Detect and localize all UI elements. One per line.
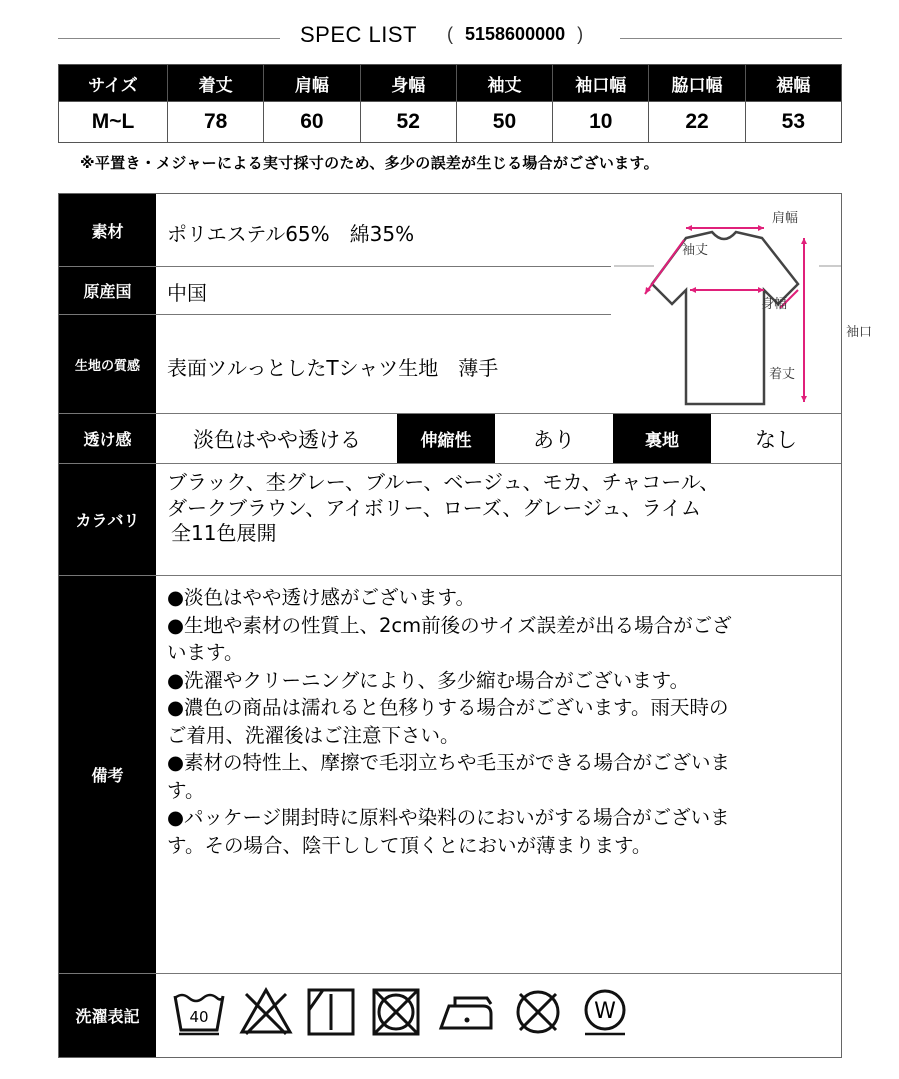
remarks-label: 備考 [59,576,156,973]
colors-list [167,470,827,547]
table-cell: 78 [168,102,264,143]
color-count: 全11色展開 [171,521,277,545]
tshirt-diagram [614,198,873,408]
table-cell: M~L [59,102,168,143]
table-cell: 60 [264,102,360,143]
col-cuff-width: 袖口幅 [553,65,649,102]
no-tumble-dry-icon [368,984,424,1040]
col-sleeve-length: 袖丈 [456,65,552,102]
list-item: ●洗濯やクリーニングにより、多少縮む場合がございます。 [167,668,690,692]
table-cell: 53 [745,102,841,143]
table-cell: 52 [360,102,456,143]
list-item: います。 [167,641,244,664]
measurement-note: ※平置き・メジャーによる実寸採寸のため、多少の誤差が生じる場合がございます。 [80,154,659,172]
list-item: ●素材の特性上、摩擦で毛羽立ちや毛玉ができる場合がございま [167,751,731,774]
size-table [58,64,842,143]
col-length: 着丈 [168,65,264,102]
list-item: ご着用、洗濯後はご注意下さい。 [167,723,460,747]
remarks-list [167,584,837,859]
table-row [59,102,842,143]
col-shoulder: 肩幅 [264,65,360,102]
colors-row [59,464,841,576]
header-rule-right [620,38,842,39]
table-cell: 50 [456,102,552,143]
list-item: す。 [167,778,205,802]
list-item: ●濃色の商品は濡れると色移りする場合がございます。雨天時の [167,696,729,719]
product-code [435,24,595,45]
material-row [59,194,611,267]
col-size: サイズ [59,65,168,102]
fabric-properties-row [59,414,841,464]
arrow-head-icon [801,396,807,402]
material-value: ポリエステル65% 綿35% [167,222,415,246]
shoulder-label: 肩幅 [772,211,799,226]
wet-clean-icon [577,984,633,1040]
body-width-label: 身幅 [761,297,788,312]
texture-value: 表面ツルっとしたTシャツ生地 薄手 [167,356,499,380]
col-armhole-width: 脇口幅 [649,65,745,102]
origin-value: 中国 [167,281,207,305]
origin-row [59,267,611,315]
wet-letter: W [594,999,616,1024]
lining-label: 裏地 [613,414,711,463]
arrow-head-icon [686,225,692,231]
arrow-head-icon [801,238,807,244]
col-hem-width: 裾幅 [745,65,841,102]
size-table-header-row [59,65,842,102]
lining-value: なし [755,427,797,452]
stretch-value: あり [533,427,575,452]
spec-list-title: SPEC LIST [300,22,417,47]
line-dry-shade-icon [305,984,357,1040]
origin-label: 原産国 [59,267,156,314]
open-paren: ( [447,24,453,44]
product-code-value: 5158600000 [465,24,566,44]
spec-table [58,193,873,1058]
arrow-head-icon [758,225,764,231]
list-item: ●パッケージ開封時に原料や染料のにおいがする場合がございま [167,806,730,829]
wash-40-icon [171,984,227,1040]
care-label: 洗濯表記 [59,974,156,1057]
table-cell: 10 [553,102,649,143]
stretch-label: 伸縮性 [397,414,495,463]
transparency-value: 淡色はやや透ける [193,427,361,452]
transparency-label: 透け感 [59,414,156,463]
no-bleach-icon [238,984,294,1040]
length-label: 着丈 [769,367,796,382]
spec-list-header [0,22,899,54]
table-cell: 22 [649,102,745,143]
cuff-label: 袖口 [846,325,873,340]
colors-label: カラバリ [59,464,156,575]
list-item: ●淡色はやや透け感がございます。 [167,586,475,609]
no-dry-clean-icon [510,984,566,1040]
sleeve-length-label: 袖丈 [682,243,709,258]
texture-label: 生地の質感 [59,315,156,413]
iron-low-icon [435,984,499,1040]
list-item: す。その場合、陰干しして頂くとにおいが薄まります。 [167,833,652,857]
list-item: ●生地や素材の性質上、2cm前後のサイズ誤差が出る場合がござ [167,613,732,637]
color-line: ブラック、杢グレー、ブルー、ベージュ、モカ、チャコール、 [167,470,720,494]
color-line: ダークブラウン、アイボリー、ローズ、グレージュ、ライム [167,495,701,520]
care-symbols [171,984,633,1040]
material-label: 素材 [59,194,156,266]
close-paren: ) [577,24,584,44]
remarks-row [59,576,841,974]
header-rule-left [58,38,280,39]
wash-temp: 40 [189,1008,209,1026]
col-body-width: 身幅 [360,65,456,102]
care-row [59,974,841,1057]
